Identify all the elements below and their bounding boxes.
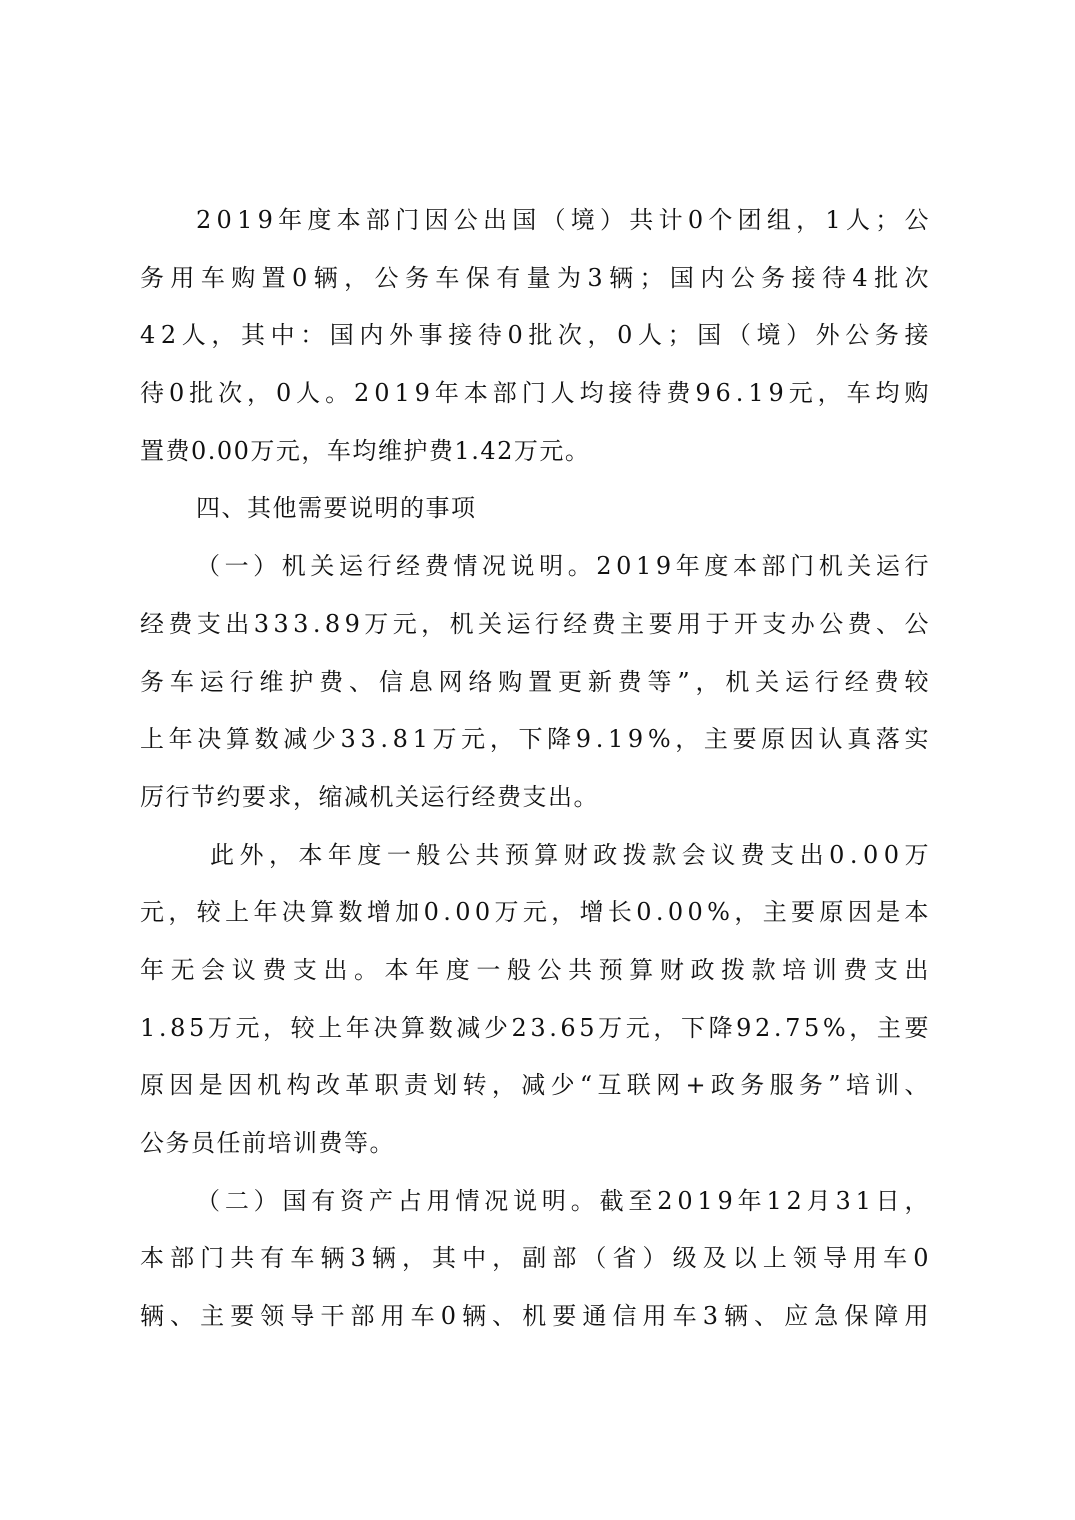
body-text [140,192,940,1346]
text-line: 公务员任前培训费等。 [140,1129,395,1157]
text-line: （一）机关运行经费情况说明。2019年度本部门机关运行 [196,552,934,581]
text-line: 置费0.00万元，车均维护费1.42万元。 [140,436,591,465]
text-line: 上年决算数减少33.81万元，下降9.19%，主要原因认真落实 [140,725,934,754]
text-line: 1.85万元，较上年决算数减少23.65万元，下降92.75%，主要 [140,1013,933,1042]
text-line: 待0批次，0人。2019年本部门人均接待费96.19元，车均购 [140,379,934,408]
text-line: 此外，本年度一般公共预算财政拨款会议费支出0.00万 [210,840,934,869]
text-line: 本部门共有车辆3辆，其中，副部（省）级及以上领导用车0 [140,1244,935,1273]
text-line: 辆、主要领导干部用车0辆、机要通信用车3辆、应急保障用 [140,1302,935,1331]
text-line: 厉行节约要求，缩减机关运行经费支出。 [140,782,599,811]
text-line: 元，较上年决算数增加0.00万元，增长0.00%，主要原因是本 [140,898,933,927]
text-line: 42人，其中：国内外事接待0批次，0人；国（境）外公务接 [140,321,935,350]
text-line: 务用车购置0辆，公务车保有量为3辆；国内公务接待4批次 [140,263,935,292]
text-line: 经费支出333.89万元，机关运行经费主要用于开支办公费、公 [140,609,933,638]
text-line: （二）国有资产占用情况说明。截至2019年12月31日， [196,1186,934,1215]
text-line: 务车运行维护费、信息网络购置更新费等”，机关运行经费较 [140,667,935,696]
text-line: 2019年度本部门因公出国（境）共计0个团组，1人；公 [196,206,934,234]
section-heading: 四、其他需要说明的事项 [196,494,477,523]
text-line: 原因是因机构改革职责划转，减少“互联网+政务服务”培训、 [140,1071,934,1100]
text-line: 年无会议费支出。本年度一般公共预算财政拨款培训费支出 [140,955,936,984]
